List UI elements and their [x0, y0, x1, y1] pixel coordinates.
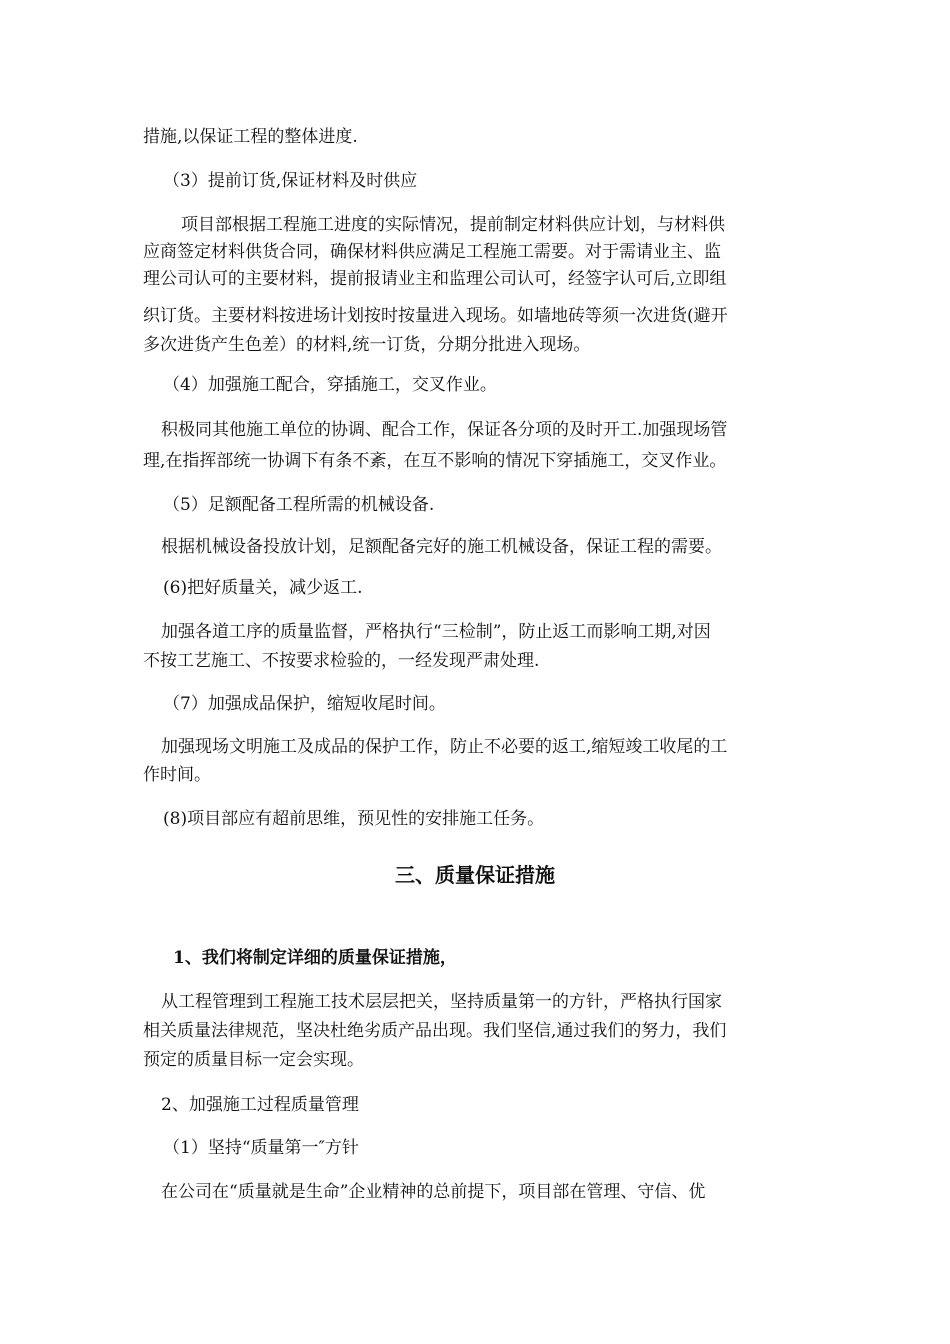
subheading-line: （5）足额配备工程所需的机械设备.: [163, 495, 435, 515]
text-line: 理,在指挥部统一协调下有条不紊，在互不影响的情况下穿插施工，交叉作业。: [143, 451, 727, 471]
numbered-item: 2、加强施工过程质量管理: [161, 1095, 359, 1115]
section-heading: 三、质量保证措施: [395, 863, 555, 887]
text-line: 从工程管理到工程施工技术层层把关，坚持质量第一的方针，严格执行国家: [161, 992, 722, 1012]
subheading-line: (8)项目部应有超前思维，预见性的安排施工任务。: [163, 809, 545, 829]
text-line: 织订货。主要材料按进场计划按时按量进入现场。如墙地砖等须一次进货(避开: [143, 306, 728, 326]
subheading-line: (6)把好质量关，减少返工.: [163, 578, 363, 598]
text-line: 措施,以保证工程的整体进度.: [143, 127, 358, 147]
text-line: 积极同其他施工单位的协调、配合工作，保证各分项的及时开工.加强现场管: [161, 420, 728, 440]
text-line: 在公司在“质量就是生命”企业精神的总前提下，项目部在管理、守信、优: [161, 1182, 706, 1202]
text-line: 多次进货产生色差）的材料,统一订货，分期分批进入现场。: [143, 335, 591, 355]
text-line: 项目部根据工程施工进度的实际情况，提前制定材料供应计划，与材料供: [181, 215, 725, 235]
subheading-line: （1）坚持“质量第一″方针: [163, 1138, 359, 1158]
text-line: 不按工艺施工、不按要求检验的，一经发现严肃处理.: [143, 651, 540, 671]
text-line: 理公司认可的主要材料，提前报请业主和监理公司认可，经签字认可后,立即组: [143, 269, 727, 289]
subheading-line: （7）加强成品保护，缩短收尾时间。: [163, 694, 446, 714]
text-line: 作时间。: [143, 765, 211, 785]
text-line: 相关质量法律规范，坚决杜绝劣质产品出现。我们坚信,通过我们的努力，我们: [143, 1021, 727, 1041]
subheading-line: （3）提前订货,保证材料及时供应: [163, 171, 418, 191]
text-line: 加强现场文明施工及成品的保护工作，防止不必要的返工,缩短竣工收尾的工: [161, 737, 728, 757]
text-line: 预定的质量目标一定会实现。: [143, 1050, 364, 1070]
subheading-line: （4）加强施工配合，穿插施工，交叉作业。: [163, 375, 497, 395]
numbered-item: 1、我们将制定详细的质量保证措施，: [173, 948, 457, 968]
text-line: 应商签定材料供货合同，确保材料供应满足工程施工需要。对于需请业主、监: [143, 242, 721, 262]
text-line: 加强各道工序的质量监督，严格执行“三检制”，防止返工而影响工期,对因: [161, 622, 711, 642]
text-line: 根据机械设备投放计划，足额配备完好的施工机械设备，保证工程的需要。: [161, 537, 722, 557]
